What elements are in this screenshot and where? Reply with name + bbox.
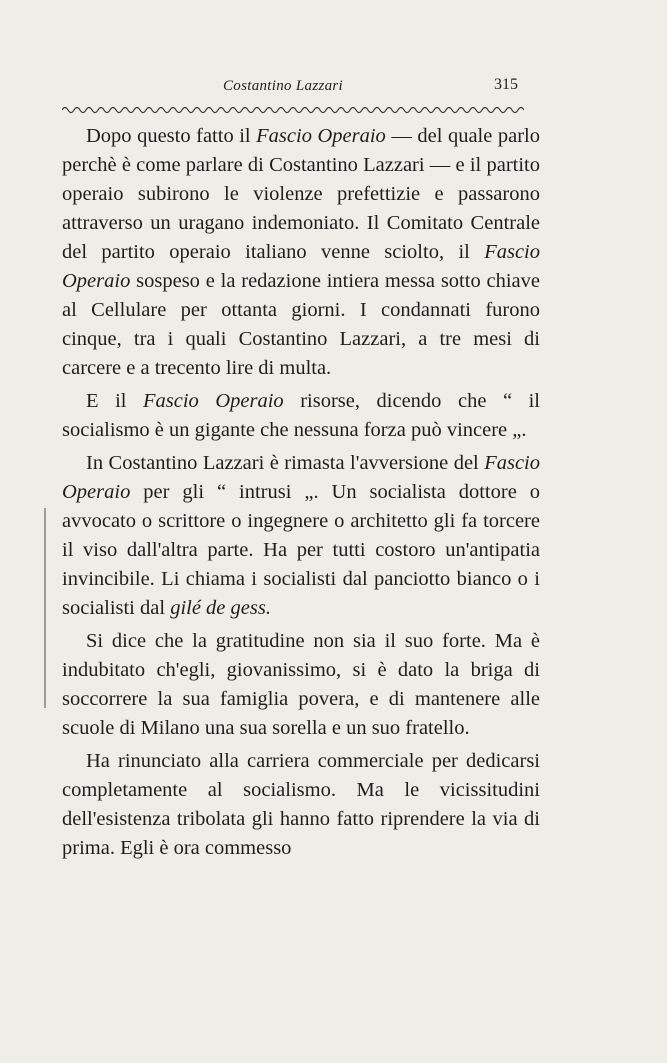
text-run: Si dice che la gratitudine non sia il suo forte. Ma è indubitato ch'egli, giovanissimo, si è dato la briga di soccorrere la sua famiglia povera, e di mantenere alle scuole di Milano una sua sorella e un suo fratello. <box>62 630 540 739</box>
body-text <box>62 122 540 867</box>
paragraph <box>62 449 540 623</box>
page-number: 315 <box>494 76 518 93</box>
text-run: risorse, dicendo che “ il socialismo è un gigante che nessuna forza può vincere „. <box>62 390 540 441</box>
paragraph <box>62 387 540 445</box>
text-run: In Costantino Lazzari è rimasta l'avversione del <box>86 452 485 474</box>
text-run: E il <box>86 390 143 412</box>
italic-text: Fascio Operaio <box>62 241 540 292</box>
text-run: sospeso e la redazione intiera messa sotto chiave al Cellulare per ottanta giorni. I condannati furono cinque, tra i quali Costantino Lazzari, a tre mesi di carcere e a trecento lire di multa. <box>62 270 540 379</box>
text-run: Dopo questo fatto il <box>86 125 257 147</box>
text-run: — del quale parlo perchè è come parlare di Costantino Lazzari — e il partito operaio subirono le violenze prefettizie e passarono attraverso un uragano indemoniato. Il Comitato Centrale del partito operaio italiano venne sciolto, il <box>62 125 540 263</box>
paragraph <box>62 747 540 863</box>
page-header <box>60 78 530 100</box>
running-head: Costantino Lazzari <box>223 78 344 94</box>
text-run: Ha rinunciato alla carriera commerciale per dedicarsi completamente al socialismo. Ma le vicissitudini dell'esistenza tribolata gli hanno fatto riprendere la via di prima. Egli è ora commesso <box>62 750 540 859</box>
italic-text: gilé de gess. <box>170 597 271 619</box>
paragraph <box>62 627 540 743</box>
margin-pencil-mark <box>44 508 46 708</box>
paragraph <box>62 122 540 383</box>
italic-text: Fascio Operaio <box>62 452 540 503</box>
wavy-rule-divider <box>62 103 524 117</box>
italic-text: Fascio Operaio <box>256 125 386 147</box>
italic-text: Fascio Operaio <box>143 390 284 412</box>
text-run: per gli “ intrusi „. Un socialista dottore o avvocato o scrittore o ingegnere o architetto gli fa torcere il viso dall'altra parte. Ha per tutti costoro un'antipatia invincibile. Li chiama i socialisti dal panciotto bianco o i socialisti dal <box>62 481 540 619</box>
